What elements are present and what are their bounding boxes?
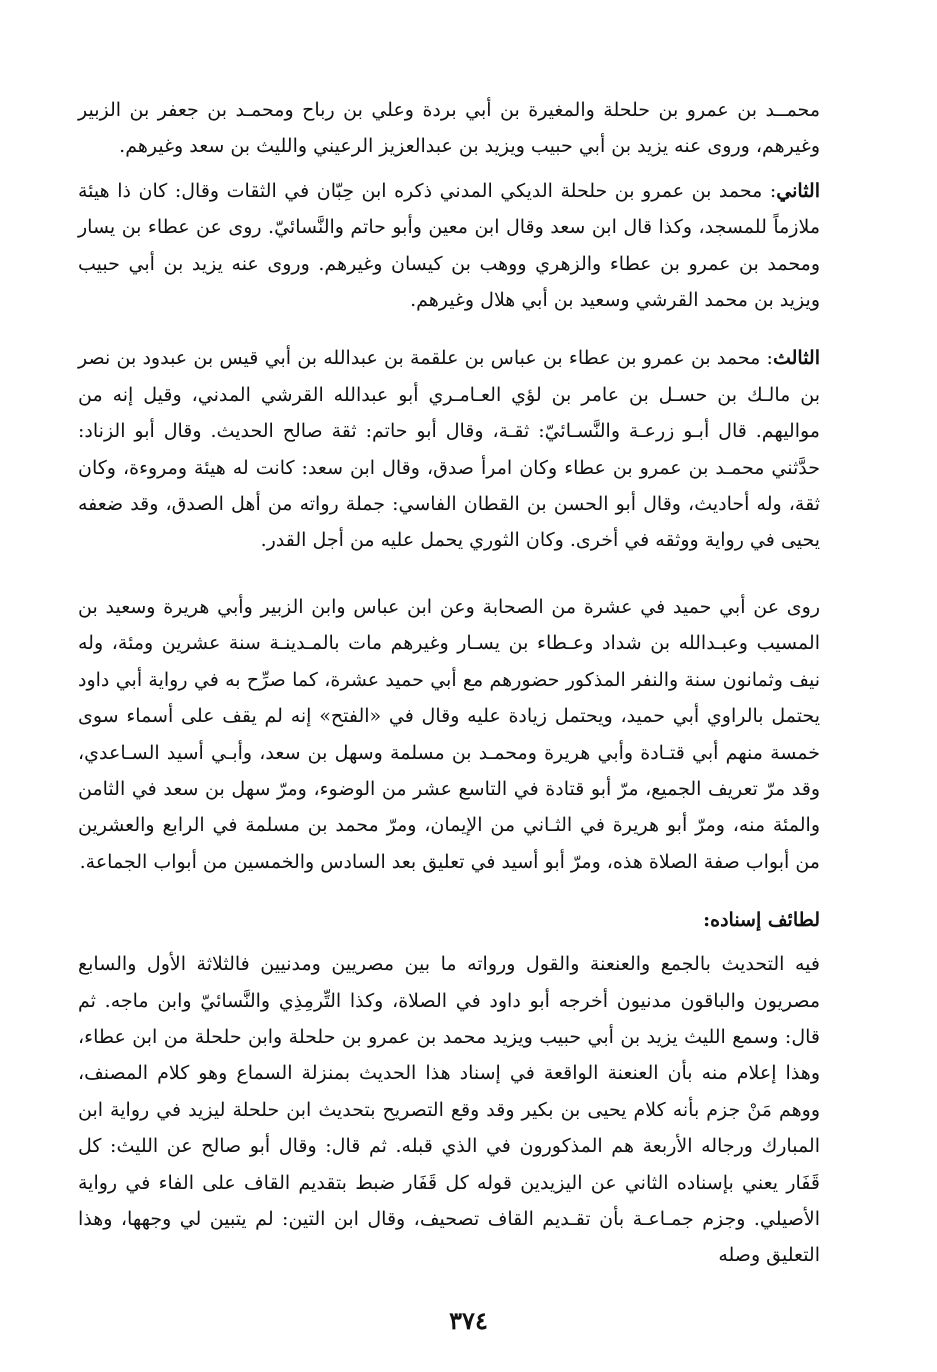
final-paragraph: فيه التحديث بالجمع والعنعنة والقول ورواته ما بين مصريين ومدنيين فالثلاثة الأول والسابع مصريون والباقون مدنيون أخرجه أبو داود في الصلاة، وكذا التِّرمِذِي والنَّسائيّ وابن ماجه. ثم قال: وسمع الليث يزيد بن أبي حبيب ويزيد محمد بن عمرو بن حلحلة وابن حلحلة من ابن عطاء، وهذا إعلام منه بأن العنعنة الواقعة في إسناد هذا الحديث بمنزلة السماع وهو كلام المصنف، ووهم مَنْ جزم بأنه كلام يحيى بن بكير وقد وقع التصريح بتحديث ابن حلحلة ليزيد في رواية ابن المبارك ورجاله الأربعة هم المذكورون في الذي قبله. ثم قال: وقال أبو صالح عن الليث: كل قَفَار يعني بإسناده الثاني عن اليزيدين قوله كل قَفَار ضبط بتقديم القاف على الفاء في رواية الأصيلي. وجزم جمـاعـة بأن تقـديم القاف تصحيف، وقال ابن التين: لم يتبين لي وجهها، وهذا التعليق وصله	[78, 953, 820, 1267]
paragraph-4-text: روى عن أبي حميد في عشرة من الصحابة وعن ابن عباس وابن الزبير وأبي هريرة وسعيد بن المسيب وعبـدالله بن شداد وعـطاء بن يسـار وغيرهم مات بالمـدينـة سنة عشرين ومئة، وله نيف وثمانون سنة والنفر المذكور حضورهم مع أبي حميد عشرة، كما صرِّح به في رواية أبي داود يحتمل بالراوي أبي حميد، ويحتمل زيادة عليه وقال في «الفتح» إنه لم يقف على أسماء سوى خمسة منهم أبي قتـادة وأبي هريرة ومحمـد بن مسلمة وسهل بن سعد، وأبـي أسيد السـاعدي، وقد مرّ تعريف الجميع، مرّ أبو قتادة في التاسع عشر من الوضوء، ومرّ سهل بن سعد في الثامن والمئة منه، ومرّ أبو هريرة في الثـاني من الإيمان، ومرّ محمد بن مسلمة في الرابع والعشرين من أبواب صفة الصلاة هذه، ومرّ أبو أسيد في تعليق بعد السادس والخمسين من أبواب الجماعة.	[78, 595, 820, 873]
paragraph-3-label: الثالث	[772, 347, 820, 370]
page-content	[78, 92, 820, 1274]
paragraph-2-label: الثاني	[776, 179, 820, 202]
paragraph-3-text: : محمد بن عمرو بن عطاء بن عباس بن علقمة بن عبدالله بن أبي قيس بن عبدود بن نصر بن مالـك بن حسـل بن عامر بن لؤي العـامـري أبو عبدالله القرشي المدني، وقيل إنه من مواليهم. قال أبـو زرعـة والنَّسـائيّ: ثقـة، وقال أبو حاتم: ثقة صالح الحديث. وقال أبو الزناد: حدَّثني محمـد بن عمرو بن عطاء وكان امرأ صدق، وقال ابن سعد: كانت له هيئة ومروءة، وكان ثقة، وله أحاديث، وقال أبو الحسن بن القطان الفاسي: جملة رواته من أهل الصدق، وقد ضعفه يحيى في رواية ووثقه في أخرى. وكان الثوري يحمل عليه من أجل القدر.	[78, 347, 820, 552]
paragraph-1-text: محمــد بن عمرو بن حلحلة والمغيرة بن أبي بردة وعلي بن رباح ومحمـد بن جعفر بن الزبير وغيرهم، وروى عنه يزيد بن أبي حبيب ويزيد بن عبدالعزيز الرعيني والليث بن سعد وغيرهم.	[78, 99, 820, 158]
page-number: ٣٧٤	[449, 1306, 488, 1335]
section-heading: لطائف إسناده:	[703, 909, 820, 932]
paragraph-4	[78, 589, 820, 880]
paragraph-3	[78, 340, 820, 558]
paragraph-2-text: : محمد بن عمرو بن حلحلة الديكي المدني ذكره ابن حِبّان في الثقات وقال: كان ذا هيئة ملازماً للمسجد، وكذا قال ابن سعد وقال ابن معين وأبو حاتم والنَّسائيّ. روى عن عطاء بن يسار ومحمد بن عمرو بن عطاء والزهري ووهب بن كيسان وغيرهم. وروى عنه يزيد بن أبي حبيب ويزيد بن محمد القرشي وسعيد بن أبي هلال وغيرهم.	[78, 179, 820, 312]
paragraph-1	[78, 92, 820, 165]
paragraph-2	[78, 173, 820, 319]
